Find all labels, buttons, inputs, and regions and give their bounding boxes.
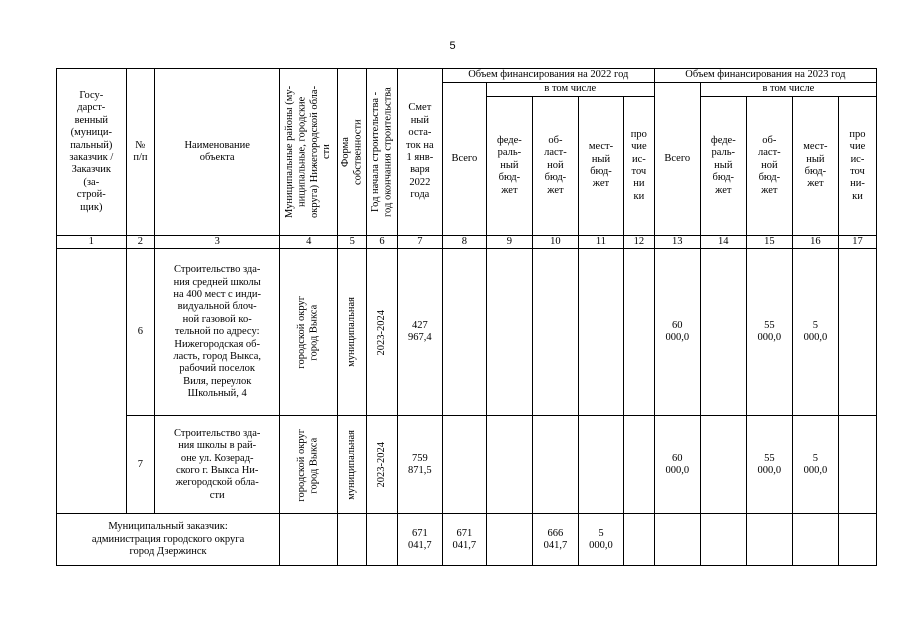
total-2022-cell: 671 041,7 [442, 514, 486, 566]
object-name: Строительство зда- ния школы в рай- оне ул. Козерад- ского г. Выкса Ни- жегородской обла- сти [155, 416, 280, 514]
balance-cell: 427 967,4 [397, 249, 442, 416]
table-row [57, 249, 877, 416]
header-local-2022: мест- ный бюд- жет [578, 97, 623, 236]
federal-2022-cell [486, 249, 532, 416]
header-fin-2023: Объем финансирования на 2023 год [654, 69, 876, 83]
other-2023-cell [838, 416, 876, 514]
header-regional-2022: об- ласт- ной бюд- жет [532, 97, 578, 236]
municipal-customer: Муниципальный заказчик: администрация городского округа город Дзержинск [57, 514, 280, 566]
regional-2022-cell [532, 249, 578, 416]
header-fin-2022: Объем финансирования на 2022 год [442, 69, 654, 83]
header-total-2023: Всего [654, 83, 700, 236]
other-2022-cell [623, 514, 654, 566]
other-2023-cell [838, 249, 876, 416]
header-years: Год начала строительства - год окончания строительства [367, 69, 398, 236]
header-federal-2023: феде- раль- ный бюд- жет [700, 97, 746, 236]
header-regional-2023: об- ласт- ной бюд- жет [746, 97, 792, 236]
col-number: 8 [442, 236, 486, 249]
local-2023-cell [792, 514, 838, 566]
header-local-2023: мест- ный бюд- жет [792, 97, 838, 236]
other-2023-cell [838, 514, 876, 566]
header-including-2022: в том числе [486, 83, 654, 97]
header-total-2022: Всего [442, 83, 486, 236]
financing-table [56, 68, 877, 566]
district-cell: городской округ город Выкса [280, 416, 338, 514]
col-number: 14 [700, 236, 746, 249]
years-cell: 2023-2024 [367, 249, 398, 416]
header-customer: Госу- дарст- венный (муници- пальный) заказчик / Заказчик (за- строй- щик) [57, 69, 127, 236]
local-2023-cell: 5 000,0 [792, 249, 838, 416]
col-number: 15 [746, 236, 792, 249]
row-number: 6 [126, 249, 155, 416]
district-cell: городской округ город Выкса [280, 249, 338, 416]
col-number: 7 [397, 236, 442, 249]
district-cell [280, 514, 338, 566]
local-2022-cell: 5 000,0 [578, 514, 623, 566]
col-number: 9 [486, 236, 532, 249]
header-other-2022: про чие ис- точ ни ки [623, 97, 654, 236]
other-2022-cell [623, 416, 654, 514]
total-2022-cell [442, 416, 486, 514]
col-number: 11 [578, 236, 623, 249]
col-number: 16 [792, 236, 838, 249]
header-federal-2022: феде- раль- ный бюд- жет [486, 97, 532, 236]
col-number: 6 [367, 236, 398, 249]
total-2023-cell: 60 000,0 [654, 249, 700, 416]
federal-2023-cell [700, 416, 746, 514]
ownership-cell: муниципальная [338, 249, 367, 416]
regional-2023-cell: 55 000,0 [746, 249, 792, 416]
header-districts: Муниципальные районы (му- ниципальные, городские округа) Нижегородской обла- сти [280, 69, 338, 236]
federal-2022-cell [486, 514, 532, 566]
column-numbers-row [57, 236, 877, 249]
header-balance: Смет ный оста- ток на 1 янв- варя 2022 года [397, 69, 442, 236]
other-2022-cell [623, 249, 654, 416]
federal-2023-cell [700, 249, 746, 416]
ownership-cell: муниципальная [338, 416, 367, 514]
col-number: 13 [654, 236, 700, 249]
regional-2022-cell [532, 416, 578, 514]
col-number: 3 [155, 236, 280, 249]
regional-2023-cell [746, 514, 792, 566]
row-number: 7 [126, 416, 155, 514]
summary-row [57, 514, 877, 566]
regional-2022-cell: 666 041,7 [532, 514, 578, 566]
total-2022-cell [442, 249, 486, 416]
years-cell: 2023-2024 [367, 416, 398, 514]
col-number: 1 [57, 236, 127, 249]
customer-cell [57, 249, 127, 514]
col-number: 12 [623, 236, 654, 249]
header-ownership: Форма собственности [338, 69, 367, 236]
col-number: 4 [280, 236, 338, 249]
col-number: 17 [838, 236, 876, 249]
table-row [57, 416, 877, 514]
regional-2023-cell: 55 000,0 [746, 416, 792, 514]
header-including-2023: в том числе [700, 83, 876, 97]
col-number: 5 [338, 236, 367, 249]
federal-2022-cell [486, 416, 532, 514]
page-number: 5 [449, 40, 456, 52]
ownership-cell [338, 514, 367, 566]
total-2023-cell: 60 000,0 [654, 416, 700, 514]
total-2023-cell [654, 514, 700, 566]
years-cell [367, 514, 398, 566]
balance-cell: 671 041,7 [397, 514, 442, 566]
federal-2023-cell [700, 514, 746, 566]
local-2022-cell [578, 249, 623, 416]
balance-cell: 759 871,5 [397, 416, 442, 514]
header-object-name: Наименование объекта [155, 69, 280, 236]
col-number: 10 [532, 236, 578, 249]
local-2022-cell [578, 416, 623, 514]
header-other-2023: про чие ис- точ ни- ки [838, 97, 876, 236]
object-name: Строительство зда- ния средней школы на 400 мест с инди- видуальной блоч- ной газовой ко- тельной по адресу: Нижегородская об- ласть, город Выкса, рабочий поселок Виля, переулок Школьный, 4 [155, 249, 280, 416]
header-num: № п/п [126, 69, 155, 236]
local-2023-cell: 5 000,0 [792, 416, 838, 514]
col-number: 2 [126, 236, 155, 249]
